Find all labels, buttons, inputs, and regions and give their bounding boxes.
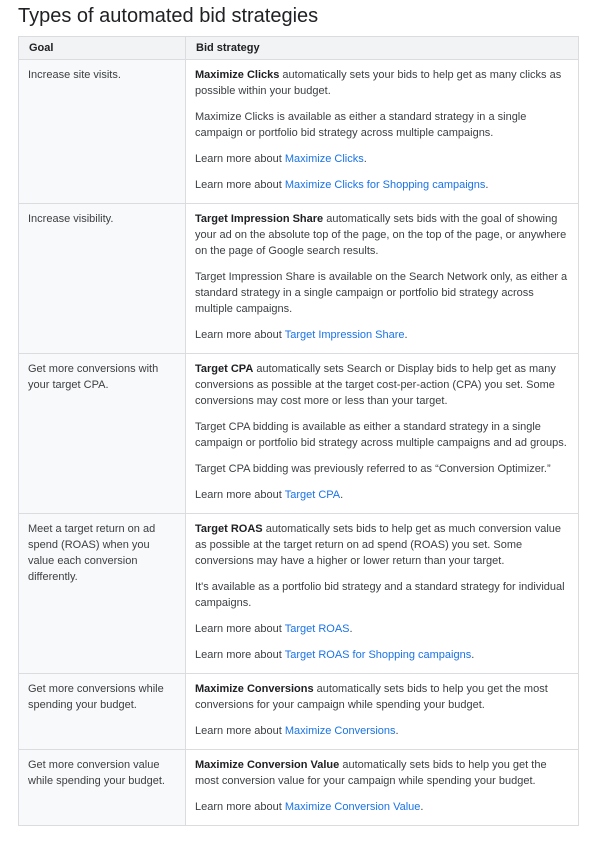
strategy-text: Learn more about: [195, 329, 285, 341]
goal-cell: Increase visibility.: [19, 204, 186, 354]
strategy-paragraph: [195, 269, 568, 317]
learn-more-link[interactable]: Maximize Conversions: [284, 725, 396, 737]
learn-more-link[interactable]: Target ROAS: [284, 623, 350, 635]
goal-cell: Get more conversions while spending your budget.: [19, 674, 186, 750]
strategy-paragraph: [195, 757, 568, 789]
table-header-row: [19, 37, 579, 60]
table-row: [19, 674, 579, 750]
strategy-text: automatically sets bids to help you get the most conversion value for your campaign while spending your budget.: [195, 759, 547, 787]
sentence-end: .: [420, 801, 424, 813]
strategy-text: Learn more about: [195, 801, 285, 813]
learn-more-link[interactable]: Target CPA: [284, 489, 341, 501]
strategy-text: automatically sets Search or Display bids to help get as many conversions as possible at the target cost-per-action (CPA) you set. Some conversions may cost more or less than your target.: [195, 363, 556, 407]
strategy-paragraph: [195, 579, 568, 611]
bid-strategies-table: [18, 36, 579, 826]
strategy-text: Target CPA bidding was previously referred to as “Conversion Optimizer.”: [195, 463, 551, 475]
table-row: [19, 750, 579, 826]
strategy-text: Learn more about: [195, 725, 285, 737]
column-header-bid-strategy: Bid strategy: [186, 37, 579, 60]
strategy-text: It's available as a portfolio bid strategy and a standard strategy for individual campaigns.: [195, 581, 565, 609]
strategy-name: Maximize Conversion Value: [195, 759, 340, 771]
strategy-text: Learn more about: [195, 489, 285, 501]
bid-strategy-cell: [186, 674, 579, 750]
strategy-text: Target CPA bidding is available as either a standard strategy in a single campaign or portfolio bid strategy across multiple campaigns and ad groups.: [195, 421, 567, 449]
goal-cell: Increase site visits.: [19, 60, 186, 204]
learn-more-link[interactable]: Maximize Conversion Value: [284, 801, 421, 813]
strategy-paragraph: [195, 419, 568, 451]
strategy-paragraph: [195, 487, 568, 503]
strategy-paragraph: [195, 723, 568, 739]
goal-cell: Meet a target return on ad spend (ROAS) when you value each conversion differently.: [19, 514, 186, 674]
sentence-end: .: [349, 623, 353, 635]
table-row: [19, 204, 579, 354]
learn-more-link[interactable]: Maximize Clicks for Shopping campaigns: [284, 179, 486, 191]
sentence-end: .: [395, 725, 399, 737]
sentence-end: .: [340, 489, 344, 501]
bid-strategy-cell: [186, 60, 579, 204]
learn-more-link[interactable]: Target Impression Share: [284, 329, 405, 341]
strategy-text: Learn more about: [195, 649, 285, 661]
strategy-text: Learn more about: [195, 153, 285, 165]
bid-strategy-cell: [186, 750, 579, 826]
strategy-paragraph: [195, 327, 568, 343]
strategy-paragraph: [195, 647, 568, 663]
strategy-paragraph: [195, 67, 568, 99]
strategy-text: automatically sets bids to help get as much conversion value as possible at the target return on ad spend (ROAS) you set. Some conversions may have a higher or lower return than your target.: [195, 523, 562, 567]
learn-more-link[interactable]: Maximize Clicks: [284, 153, 364, 165]
strategy-name: Maximize Clicks: [195, 69, 280, 81]
table-row: [19, 60, 579, 204]
strategy-name: Target Impression Share: [195, 213, 324, 225]
strategy-text: automatically sets bids to help you get the most conversions for your campaign while spending your budget.: [195, 683, 548, 711]
sentence-end: .: [363, 153, 367, 165]
strategy-text: Learn more about: [195, 179, 285, 191]
strategy-text: Learn more about: [195, 623, 285, 635]
table-body: [19, 60, 579, 826]
strategy-paragraph: [195, 109, 568, 141]
table-row: [19, 514, 579, 674]
sentence-end: .: [471, 649, 475, 661]
strategy-text: Target Impression Share is available on the Search Network only, as either a standard strategy in a single campaign or portfolio bid strategy across multiple campaigns.: [195, 271, 568, 315]
strategy-paragraph: [195, 461, 568, 477]
table-row: [19, 354, 579, 514]
sentence-end: .: [404, 329, 408, 341]
strategy-paragraph: [195, 361, 568, 409]
column-header-goal: Goal: [19, 37, 186, 60]
page-title: Types of automated bid strategies: [18, 5, 319, 27]
strategy-paragraph: [195, 681, 568, 713]
sentence-end: .: [485, 179, 489, 191]
learn-more-link[interactable]: Target ROAS for Shopping campaigns: [284, 649, 472, 661]
strategy-paragraph: [195, 177, 568, 193]
strategy-paragraph: [195, 521, 568, 569]
goal-cell: Get more conversions with your target CPA.: [19, 354, 186, 514]
strategy-name: Target ROAS: [195, 523, 263, 535]
strategy-name: Maximize Conversions: [195, 683, 314, 695]
strategy-text: automatically sets your bids to help get as many clicks as possible within your budget.: [195, 69, 562, 97]
bid-strategy-cell: [186, 514, 579, 674]
strategy-text: automatically sets bids with the goal of showing your ad on the absolute top of the page, on the top of the page, or anywhere on the page of Google search results.: [195, 213, 567, 257]
goal-cell: Get more conversion value while spending your budget.: [19, 750, 186, 826]
bid-strategy-cell: [186, 204, 579, 354]
strategy-text: Maximize Clicks is available as either a standard strategy in a single campaign or portfolio bid strategy across multiple campaigns.: [195, 111, 527, 139]
strategy-name: Target CPA: [195, 363, 254, 375]
strategy-paragraph: [195, 621, 568, 637]
strategy-paragraph: [195, 151, 568, 167]
strategy-paragraph: [195, 211, 568, 259]
bid-strategy-cell: [186, 354, 579, 514]
strategy-paragraph: [195, 799, 568, 815]
